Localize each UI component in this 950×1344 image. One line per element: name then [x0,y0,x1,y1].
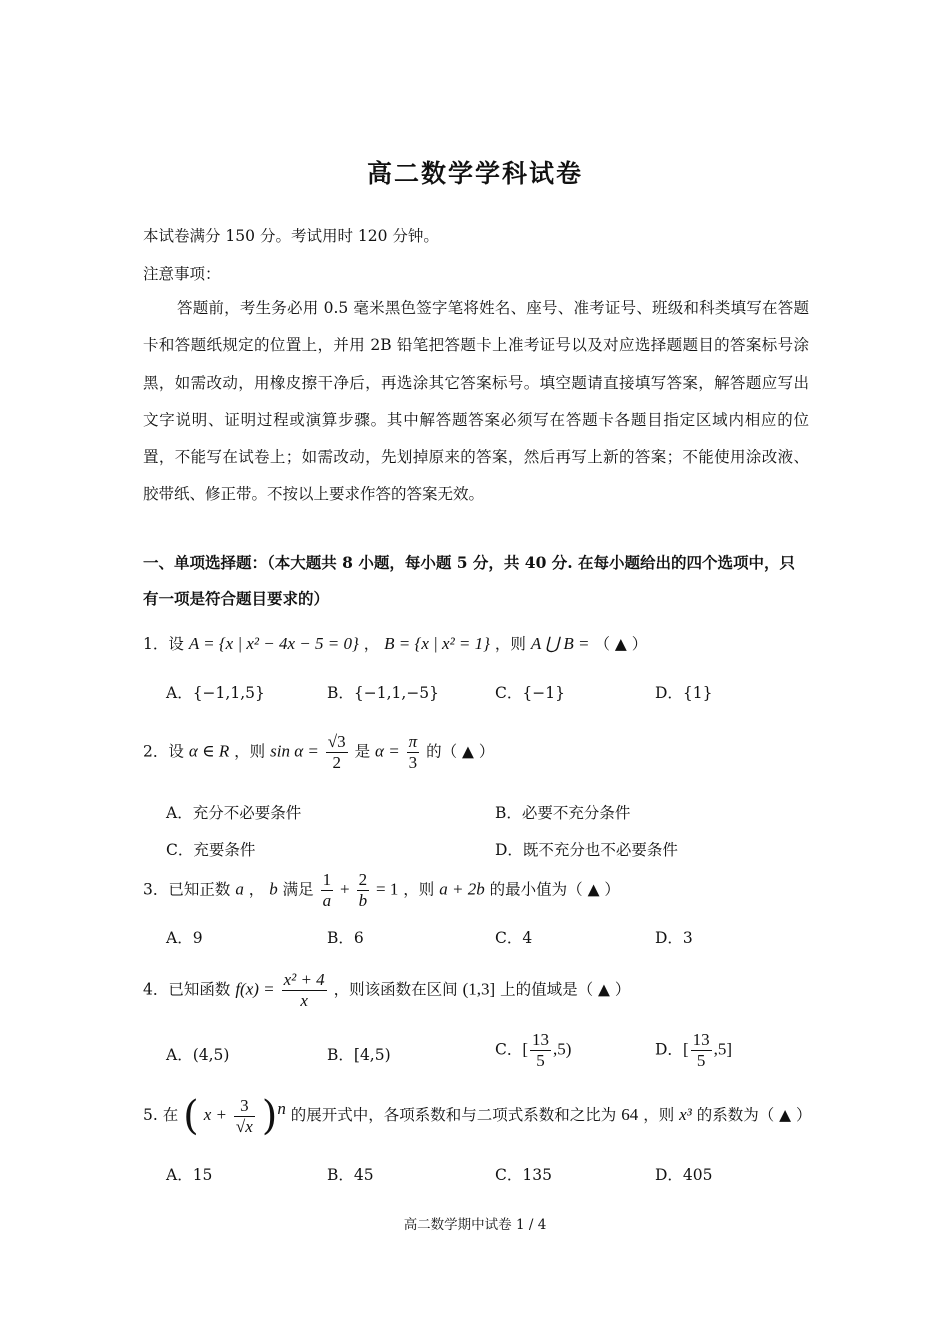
q1-set-a: A = {x | x² − 4x − 5 = 0} [188,634,359,653]
section-heading: 一、单项选择题：（本大题共 8 小题，每小题 5 分，共 40 分. 在每小题给出的四个选项中，只有一项是符合题目要求的） [143,553,796,608]
q2-frac-den: 2 [332,753,341,772]
q2-option-a: A．充分不必要条件 [166,804,302,822]
question-2 [143,732,494,773]
q5-option-c: C．135 [495,1166,552,1184]
q1-option-b: B．{−1,1,−5} [327,684,440,702]
q4-option-b: B．[4,5) [327,1046,391,1064]
q1-sep: ， [363,635,380,653]
q5-close-paren: ) [261,1093,278,1139]
q1-option-d: D．{1} [655,684,713,702]
q2-cond: α ∈ R [188,741,230,761]
q3-b: b [269,879,278,899]
q2-pi-den: 3 [408,753,418,772]
q5-option-b: B．45 [327,1166,374,1184]
q5-mid: 的展开式中，各项系数和与二项式系数和之比为 [290,1106,617,1124]
q1-suffix: （ ▲ ） [594,635,648,653]
q3-f2-num: 2 [358,870,368,889]
q3-comma: ， [248,880,265,899]
q1-expr: A ⋃ B = [530,634,590,653]
notice-paragraph: 答题前，考生务必用 0.5 毫米黑色签字笔将姓名、座号、准考证号、班级和科类填写在答题卡和答题纸规定的位置上，并用 2B 铅笔把答题卡上准考证号以及对应选择题题目的答案标号涂黑，如需改动，用橡皮擦干净后，再选涂其它答案标号。填空题请直接填写答案，解答题应写出文字说明、证明过程或演算步骤。其中解答题答案必须写在答题卡各题目指定区域内相应的位置，不能写在试卷上；如需改动，先划掉原来的答案，然后再写上新的答案；不能使用涂改液、胶带纸、修正带。不按以上要求作答的答案无效。 [143,299,809,504]
q3-fraction-2 [357,870,370,911]
q5-fraction [234,1096,255,1137]
q3-option-a: A．9 [166,929,203,947]
q2-frac-num: √3 [327,732,346,751]
q5-open-paren: ( [183,1093,199,1139]
q5-suffix: 的系数为（ ▲ ） [696,1106,812,1124]
q5-num: 3 [234,1096,255,1117]
q1-mid: ，则 [494,635,526,653]
q4-option-c-label: C． [495,1040,523,1059]
q4-mid: ，则该函数在区间 [333,980,458,999]
q5-ratio: 64 [621,1105,639,1124]
q2-sin: sin α = [270,741,319,761]
q4-option-d-label: D． [655,1040,683,1059]
q1-set-b: B = {x | x² = 1} [384,634,490,653]
q4-option-a: A．(4,5) [166,1046,230,1064]
q4-option-c-num: 13 [532,1030,550,1049]
q4-option-c-close: ,5) [553,1039,572,1059]
q2-alpha: α = [375,741,400,761]
q4-option-c-open: [ [522,1039,529,1059]
question-5 [143,1093,812,1139]
question-3 [143,870,620,911]
q2-mid1: ，则 [234,742,266,761]
q3-option-c: C．4 [495,929,533,947]
q3-mid1: 满足 [282,880,314,899]
q4-num: x² + 4 [283,970,325,989]
q3-fraction-1 [321,870,334,911]
q2-option-d: D．既不充分也不必要条件 [495,841,678,859]
q2-pi-num: π [408,732,418,751]
q4-fraction [282,970,327,1011]
question-4 [143,970,630,1011]
q3-eq: = 1 [376,879,399,899]
q4-option-d-close: ,5] [713,1039,733,1059]
q4-den: x [300,991,308,1010]
q5-den: √x [235,1116,253,1136]
q5-term: x³ [679,1105,692,1124]
q5-prefix: 5. 在 [143,1106,179,1124]
q3-suffix: 的最小值为（ ▲ ） [489,880,620,899]
notice-label: 注意事项： [143,265,221,283]
q2-option-b: B．必要不充分条件 [495,804,631,822]
q3-mid2: ，则 [403,880,435,899]
q2-fraction-pi [407,732,420,773]
q4-option-c-den: 5 [536,1051,545,1070]
q4-option-c-frac [530,1030,551,1071]
q3-prefix: 3．已知正数 [143,880,231,899]
question-1 [143,632,647,654]
q3-plus: + [340,879,350,899]
q5-mid2: ，则 [643,1106,675,1124]
q5-option-a: A．15 [166,1166,213,1184]
q1-option-a: A．{−1,1,5} [166,684,265,702]
page-title: 高二数学学科试卷 [366,159,583,188]
q1-option-c: C．{−1} [495,684,565,702]
page-footer: 高二数学期中试卷 1 / 4 [403,1217,547,1233]
q3-f1-num: 1 [322,870,332,889]
q4-option-d-frac [691,1030,712,1071]
q3-expr: a + 2b [439,879,485,899]
q5-option-d: D．405 [655,1166,713,1184]
q5-x: x + [203,1105,227,1124]
q4-prefix: 4．已知函数 [143,980,231,999]
q4-interval: (1,3] [462,979,496,999]
q2-prefix: 2．设 [143,742,184,761]
q2-suffix: 的（ ▲ ） [426,742,495,761]
q2-option-c: C．充要条件 [166,841,256,859]
q4-option-d-num: 13 [692,1030,710,1049]
q4-option-c [495,1030,571,1071]
q4-option-d-den: 5 [696,1051,706,1070]
q4-option-d-open: [ [682,1039,689,1059]
q5-exponent: n [277,1098,286,1118]
q2-mid2: 是 [354,742,371,761]
q3-option-b: B．6 [327,929,364,947]
q3-f1-den: a [322,891,332,910]
q4-fx: f(x) = [235,979,275,999]
q3-f2-den: b [358,891,368,910]
q3-a: a [235,879,244,899]
q3-option-d: D．3 [655,929,693,947]
q2-fraction-sqrt3 [326,732,348,773]
exam-meta-line: 本试卷满分 150 分。考试用时 120 分钟。 [143,227,439,245]
q4-suffix: 上的值域是（ ▲ ） [500,980,631,999]
q1-prefix: 1．设 [143,635,184,653]
q4-option-d [655,1030,732,1071]
